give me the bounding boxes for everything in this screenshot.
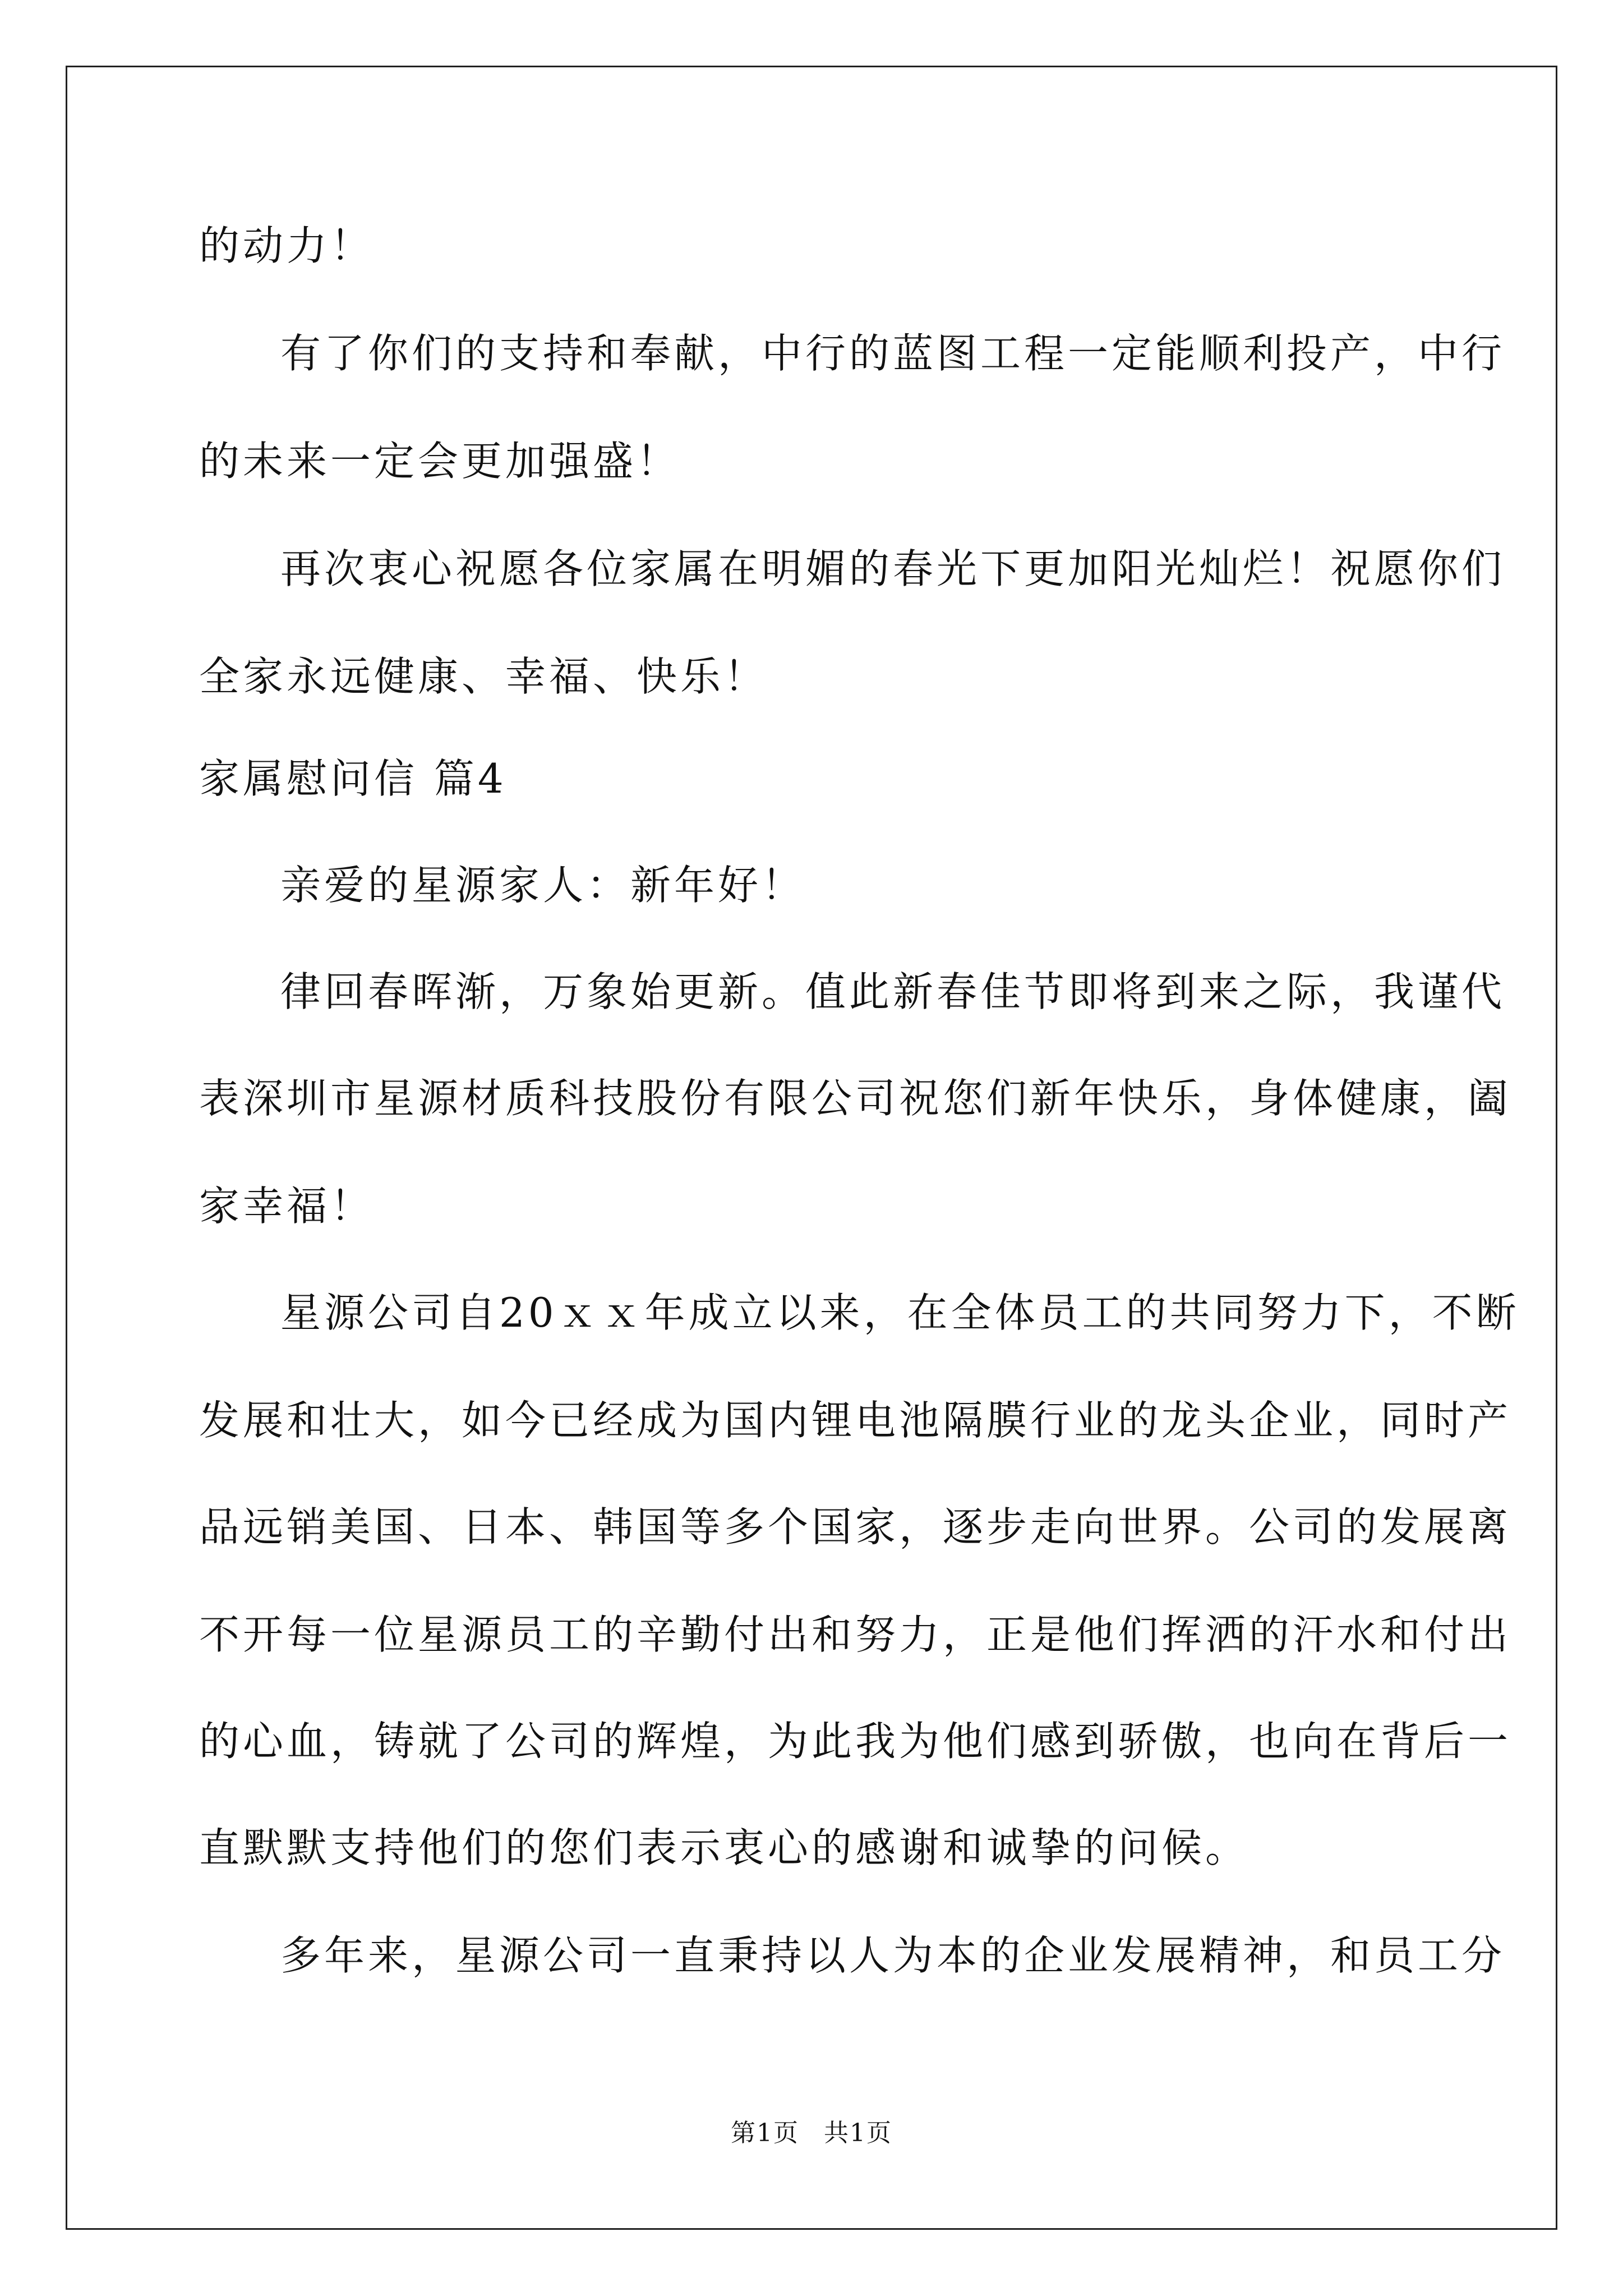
paragraph-line: 品远销美国、日本、韩国等多个国家，逐步走向世界。公司的发展离 xyxy=(199,1503,1512,1550)
paragraph-line: 星源公司自20ｘｘ年成立以来，在全体员工的共同努力下，不断 xyxy=(280,1289,1520,1336)
paragraph-line: 律回春晖渐，万象始更新。值此新春佳节即将到来之际，我谨代 xyxy=(280,968,1506,1015)
paragraph-line: 的动力！ xyxy=(199,222,375,269)
paragraph-line: 家幸福！ xyxy=(199,1182,375,1230)
paragraph-line: 的未来一定会更加强盛！ xyxy=(199,438,681,485)
page-border xyxy=(66,66,1557,2230)
paragraph-line: 表深圳市星源材质科技股份有限公司祝您们新年快乐，身体健康，阖 xyxy=(199,1075,1512,1122)
paragraph-line: 不开每一位星源员工的辛勤付出和努力，正是他们挥洒的汗水和付出 xyxy=(199,1611,1512,1658)
greeting-line: 亲爱的星源家人：新年好！ xyxy=(280,862,806,909)
paragraph-line: 直默默支持他们的您们表示衷心的感谢和诚挚的问候。 xyxy=(199,1824,1249,1871)
paragraph-line: 再次衷心祝愿各位家属在明媚的春光下更加阳光灿烂！祝愿你们 xyxy=(280,545,1506,592)
paragraph-line: 的心血，铸就了公司的辉煌，为此我为他们感到骄傲，也向在背后一 xyxy=(199,1718,1512,1765)
page-footer xyxy=(0,2118,1623,2149)
section-heading: 家属慰问信 篇4 xyxy=(199,755,507,802)
paragraph-line: 全家永远健康、幸福、快乐！ xyxy=(199,653,768,700)
paragraph-line: 发展和壮大，如今已经成为国内锂电池隔膜行业的龙头企业，同时产 xyxy=(199,1397,1512,1444)
page-total: 共1页 xyxy=(824,2119,892,2147)
page-number: 第1页 xyxy=(731,2119,799,2147)
paragraph-line: 多年来，星源公司一直秉持以人为本的企业发展精神，和员工分 xyxy=(280,1932,1506,1979)
paragraph-line: 有了你们的支持和奉献，中行的蓝图工程一定能顺利投产，中行 xyxy=(280,330,1506,377)
